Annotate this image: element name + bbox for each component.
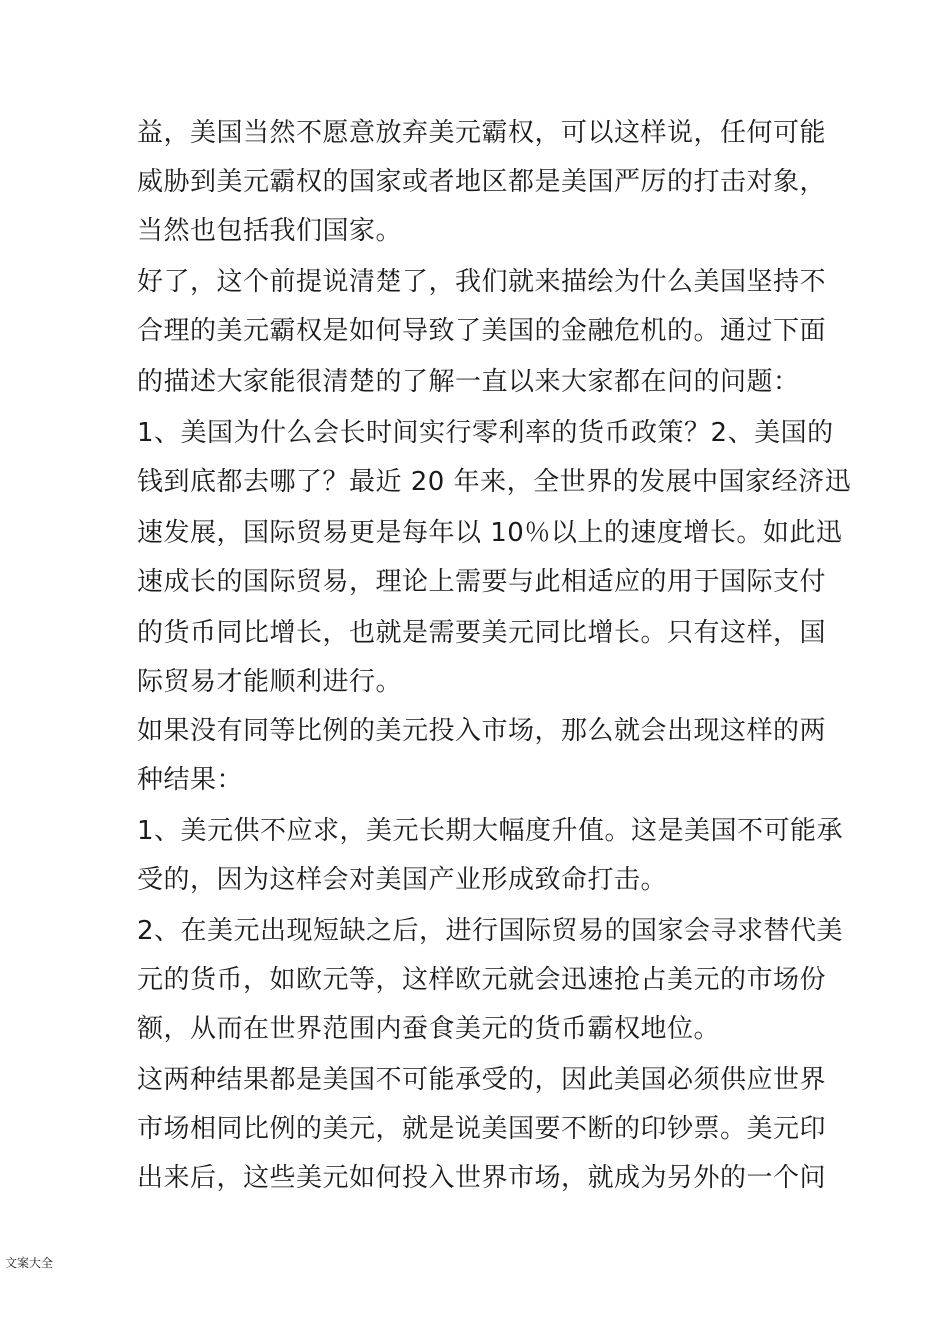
text-line: 这两种结果都是美国不可能承受的，因此美国必须供应世界 bbox=[137, 1065, 827, 1095]
text-line: 合理的美元霸权是如何导致了美国的金融危机的。通过下面 bbox=[137, 316, 827, 346]
text-line: 的货币同比增长，也就是需要美元同比增长。只有这样，国 bbox=[137, 618, 827, 648]
text-line: 1、美国为什么会长时间实行零利率的货币政策？2、美国的 bbox=[137, 418, 834, 448]
text-line: 好了，这个前提说清楚了，我们就来描绘为什么美国坚持不 bbox=[137, 267, 827, 297]
text-line: 市场相同比例的美元，就是说美国要不断的印钞票。美元印 bbox=[137, 1114, 827, 1144]
text-line: 际贸易才能顺利进行。 bbox=[137, 667, 403, 697]
text-line: 的描述大家能很清楚的了解一直以来大家都在问的问题： bbox=[137, 367, 800, 397]
text-line: 益，美国当然不愿意放弃美元霸权，可以这样说，任何可能 bbox=[137, 118, 827, 148]
text-line: 出来后，这些美元如何投入世界市场，就成为另外的一个问 bbox=[137, 1163, 827, 1193]
text-line: 1、美元供不应求，美元长期大幅度升值。这是美国不可能承 bbox=[137, 816, 844, 846]
text-line: 种结果： bbox=[137, 765, 244, 795]
text-line: 速发展，国际贸易更是每年以 10％以上的速度增长。如此迅 bbox=[137, 518, 843, 548]
text-line: 额，从而在世界范围内蚕食美元的货币霸权地位。 bbox=[137, 1014, 721, 1044]
text-line: 当然也包括我们国家。 bbox=[137, 216, 403, 246]
text-line: 元的货币，如欧元等，这样欧元就会迅速抢占美元的市场份 bbox=[137, 965, 827, 995]
text-line: 受的，因为这样会对美国产业形成致命打击。 bbox=[137, 865, 668, 895]
text-line: 速成长的国际贸易，理论上需要与此相适应的用于国际支付 bbox=[137, 567, 827, 597]
text-line: 如果没有同等比例的美元投入市场，那么就会出现这样的两 bbox=[137, 716, 827, 746]
text-line: 2、在美元出现短缺之后，进行国际贸易的国家会寻求替代美 bbox=[137, 916, 844, 946]
text-line: 钱到底都去哪了？最近 20 年来，全世界的发展中国家经济迅 bbox=[137, 467, 852, 497]
footer-label: 文案大全 bbox=[5, 1256, 54, 1270]
text-line: 威胁到美元霸权的国家或者地区都是美国严厉的打击对象， bbox=[137, 167, 827, 197]
